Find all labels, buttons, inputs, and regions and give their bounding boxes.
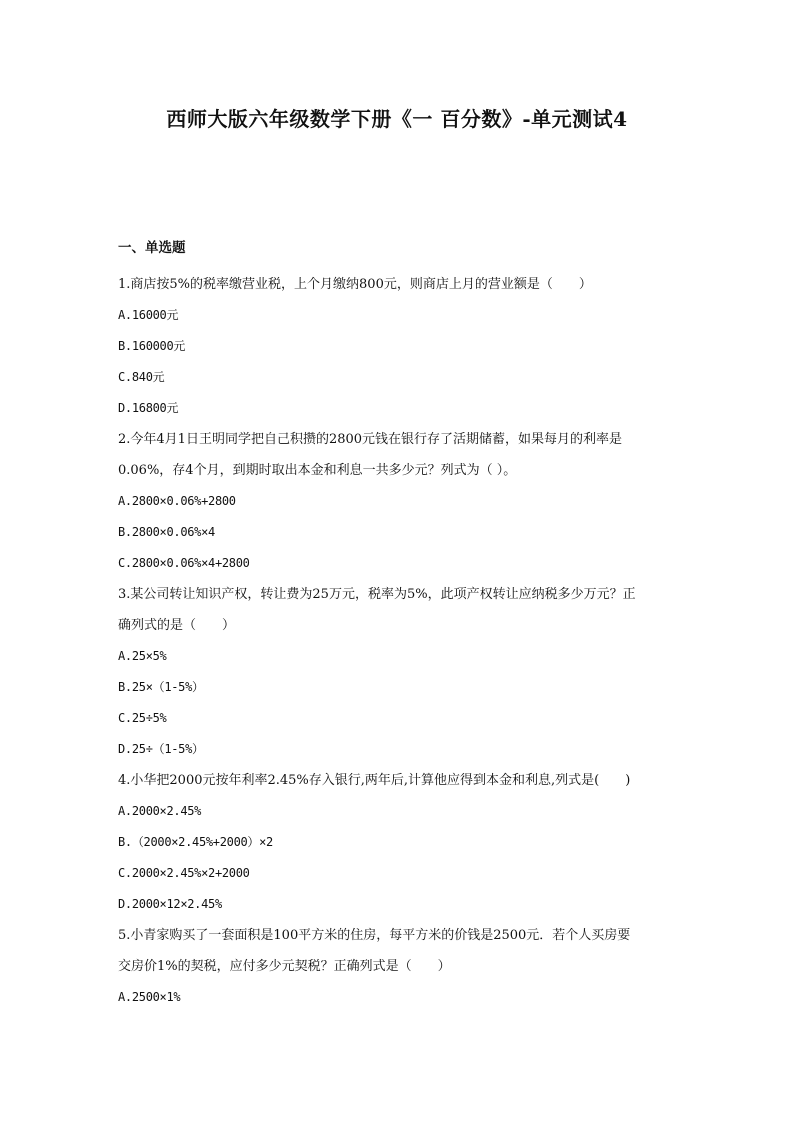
question-3-option-a: A.25×5%	[118, 649, 167, 663]
question-1-option-c: C.840元	[118, 370, 165, 384]
question-2-option-c: C.2800×0.06%×4+2800	[118, 556, 250, 570]
question-5-option-a: A.2500×1%	[118, 990, 181, 1004]
question-5-text-line2: 交房价1%的契税，应付多少元契税？正确列式是（ ）	[118, 959, 451, 974]
question-2-option-a: A.2800×0.06%+2800	[118, 494, 236, 508]
section-heading: 一、单选题	[118, 240, 186, 256]
document-title: 西师大版六年级数学下册《一 百分数》-单元测试4	[166, 107, 628, 131]
question-3-text-line2: 确列式的是（ ）	[118, 618, 236, 633]
question-2-text-line1: 2.今年4月1日王明同学把自己积攒的2800元钱在银行存了活期储蓄，如果每月的利率是	[118, 432, 623, 447]
question-2-text-line2: 0.06%，存4个月，到期时取出本金和利息一共多少元？列式为（ ）。	[118, 463, 517, 478]
question-4-option-c: C.2000×2.45%×2+2000	[118, 866, 250, 880]
question-2-option-b: B.2800×0.06%×4	[118, 525, 215, 539]
question-3-option-d: D.25÷（1-5%）	[118, 742, 204, 756]
question-4-option-a: A.2000×2.45%	[118, 804, 202, 818]
question-3-option-c: C.25÷5%	[118, 711, 167, 725]
question-1-option-d: D.16800元	[118, 401, 179, 415]
question-4-option-b: B.（2000×2.45%+2000）×2	[118, 835, 273, 849]
question-4-option-d: D.2000×12×2.45%	[118, 897, 222, 911]
question-1-option-a: A.16000元	[118, 308, 179, 322]
question-1-option-b: B.160000元	[118, 339, 186, 353]
question-1-text: 1.商店按5%的税率缴营业税，上个月缴纳800元，则商店上月的营业额是（ ）	[118, 277, 592, 292]
question-5-text-line1: 5.小青家购买了一套面积是100平方米的住房，每平方米的价钱是2500元．若个人买房要	[118, 928, 631, 943]
question-3-option-b: B.25×（1-5%）	[118, 680, 204, 694]
document-content	[118, 238, 678, 1013]
question-4-text: 4.小华把2000元按年利率2.45%存入银行,两年后,计算他应得到本金和利息,列式是( )	[118, 773, 631, 788]
question-3-text-line1: 3.某公司转让知识产权，转让费为25万元，税率为5%，此项产权转让应纳税多少万元？正	[118, 587, 636, 602]
